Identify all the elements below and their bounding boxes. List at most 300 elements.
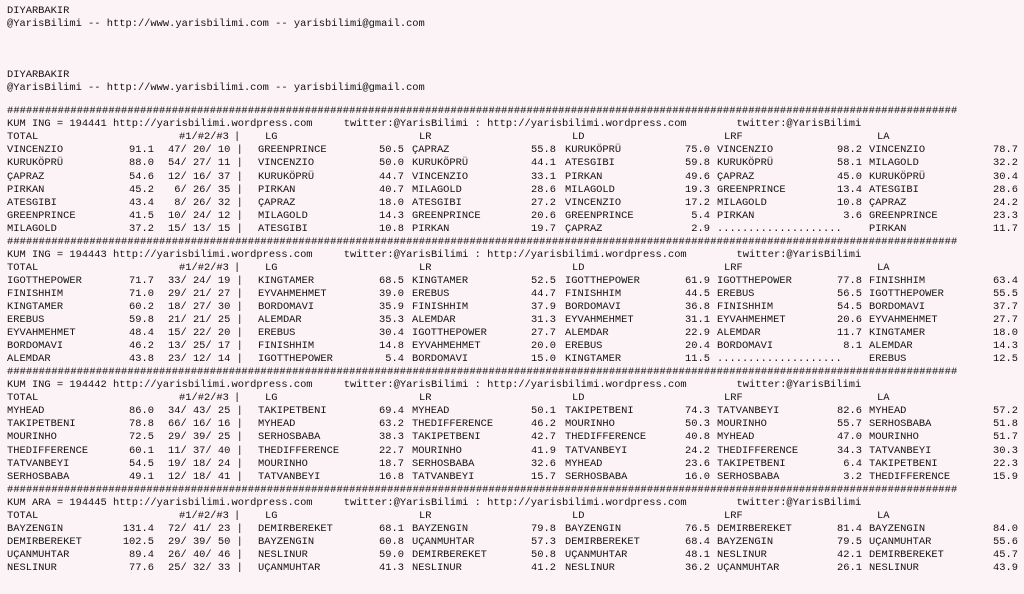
lr-score: 27.7 xyxy=(531,327,556,340)
col-header-ld: LD xyxy=(572,509,585,522)
la-horse-name: DEMIRBEREKET xyxy=(869,548,944,561)
lrf-horse-name: DEMIRBEREKET xyxy=(717,522,792,535)
la-score: 30.4 xyxy=(993,170,1018,183)
lg-horse-name: MOURINHO xyxy=(258,457,308,470)
la-score: 78.7 xyxy=(993,144,1018,157)
total-score: 59.8 xyxy=(129,314,154,327)
lrf-horse-name: .................... xyxy=(717,222,842,235)
lr-horse-name: EYVAHMEHMET xyxy=(412,340,481,353)
lr-score: 79.8 xyxy=(531,522,556,535)
table-row xyxy=(7,223,1019,236)
total-horse-name: NESLINUR xyxy=(7,561,57,574)
lr-horse-name: TAKIPETBENI xyxy=(412,431,481,444)
col-header-ld: LD xyxy=(572,392,585,405)
separator-line: ###################################################################################################################################################### xyxy=(7,366,958,379)
lg-horse-name: UÇANMUHTAR xyxy=(258,561,321,574)
ld-horse-name: GREENPRINCE xyxy=(565,209,634,222)
col-header-lr: LR xyxy=(419,509,432,522)
lrf-horse-name: ALEMDAR xyxy=(717,327,761,340)
table-row xyxy=(7,523,1019,536)
lg-score: 69.4 xyxy=(379,405,404,418)
ld-horse-name: EYVAHMEHMET xyxy=(565,314,634,327)
lrf-score: 56.5 xyxy=(837,287,862,300)
lg-score: 5.4 xyxy=(385,353,404,366)
separator-line: ###################################################################################################################################################### xyxy=(7,483,958,496)
lg-horse-name: EYVAHMEHMET xyxy=(258,287,327,300)
lr-score: 15.7 xyxy=(531,470,556,483)
rank-counts: 29/ 21/ 27 | xyxy=(168,287,243,300)
ld-score: 17.2 xyxy=(685,196,710,209)
race-title: KUM ING = 194441 http://yarisbilimi.wordpress.com twitter:@YarisBilimi : http://yarisbilimi.wordpress.com twitter:@YarisBilimi xyxy=(7,118,862,131)
lr-score: 28.6 xyxy=(531,183,556,196)
total-horse-name: ATESGIBI xyxy=(7,196,57,209)
lrf-horse-name: KURUKÖPRÜ xyxy=(717,157,774,170)
la-score: 84.0 xyxy=(993,522,1018,535)
lr-horse-name: MOURINHO xyxy=(412,444,462,457)
ld-score: 74.3 xyxy=(685,405,710,418)
lg-horse-name: BAYZENGIN xyxy=(258,535,315,548)
lrf-score: 6.4 xyxy=(843,457,862,470)
lrf-score: 79.5 xyxy=(837,535,862,548)
ld-score: 36.2 xyxy=(685,561,710,574)
total-horse-name: BAYZENGIN xyxy=(7,522,64,535)
col-header-lrf: LRF xyxy=(724,261,743,274)
col-header-la: LA xyxy=(877,392,890,405)
lr-score: 20.6 xyxy=(531,209,556,222)
total-score: 102.5 xyxy=(122,535,154,548)
lrf-score: 3.6 xyxy=(843,209,862,222)
ld-score: 44.5 xyxy=(685,287,710,300)
la-horse-name: BAYZENGIN xyxy=(869,522,926,535)
total-score: 88.0 xyxy=(129,157,154,170)
total-horse-name: TATVANBEYI xyxy=(7,457,70,470)
lr-horse-name: FINISHHIM xyxy=(412,300,469,313)
total-horse-name: DEMIRBEREKET xyxy=(7,535,82,548)
rank-counts: 33/ 24/ 19 | xyxy=(168,274,243,287)
ld-horse-name: IGOTTHEPOWER xyxy=(565,274,640,287)
total-horse-name: BORDOMAVI xyxy=(7,340,64,353)
la-horse-name: MYHEAD xyxy=(869,405,907,418)
rank-counts: 54/ 27/ 11 | xyxy=(168,157,243,170)
document xyxy=(7,5,1019,575)
col-header-total: TOTAL xyxy=(7,261,39,274)
lrf-horse-name: BORDOMAVI xyxy=(717,340,774,353)
lg-score: 14.8 xyxy=(379,340,404,353)
la-score: 12.5 xyxy=(993,353,1018,366)
lrf-score: 13.4 xyxy=(837,183,862,196)
total-horse-name: KURUKÖPRÜ xyxy=(7,157,64,170)
ld-score: 59.8 xyxy=(685,157,710,170)
lg-score: 35.3 xyxy=(379,314,404,327)
table-row xyxy=(7,536,1019,549)
lr-horse-name: KURUKÖPRÜ xyxy=(412,157,469,170)
total-horse-name: MOURINHO xyxy=(7,431,57,444)
lrf-score: 20.6 xyxy=(837,314,862,327)
la-horse-name: SERHOSBABA xyxy=(869,418,932,431)
ld-horse-name: BAYZENGIN xyxy=(565,522,622,535)
ld-score: 40.8 xyxy=(685,431,710,444)
lrf-horse-name: VINCENZIO xyxy=(717,144,774,157)
lr-horse-name: ÇAPRAZ xyxy=(412,144,450,157)
ld-horse-name: UÇANMUHTAR xyxy=(565,548,628,561)
la-score: 14.3 xyxy=(993,340,1018,353)
lr-horse-name: ALEMDAR xyxy=(412,314,456,327)
lrf-horse-name: IGOTTHEPOWER xyxy=(717,274,792,287)
race-title: KUM ARA = 194445 http://yarisbilimi.wordpress.com twitter:@YarisBilimi : http://yarisbilimi.wordpress.com twitter:@YarisBilimi xyxy=(7,496,862,509)
lg-horse-name: FINISHHIM xyxy=(258,340,315,353)
rank-counts: 19/ 18/ 24 | xyxy=(168,457,243,470)
lr-score: 55.8 xyxy=(531,144,556,157)
ld-score: 24.2 xyxy=(685,444,710,457)
rank-counts: 11/ 37/ 40 | xyxy=(168,444,243,457)
lrf-horse-name: EREBUS xyxy=(717,287,755,300)
spacer xyxy=(7,31,1019,57)
la-horse-name: PIRKAN xyxy=(869,222,907,235)
total-score: 86.0 xyxy=(129,405,154,418)
lg-horse-name: ALEMDAR xyxy=(258,314,302,327)
la-horse-name: GREENPRINCE xyxy=(869,209,938,222)
lrf-score: 77.8 xyxy=(837,274,862,287)
lg-score: 60.8 xyxy=(379,535,404,548)
ld-score: 49.6 xyxy=(685,170,710,183)
rank-counts: 29/ 39/ 50 | xyxy=(168,535,243,548)
ld-score: 50.3 xyxy=(685,418,710,431)
lg-score: 40.7 xyxy=(379,183,404,196)
total-score: 54.5 xyxy=(129,457,154,470)
lg-score: 22.7 xyxy=(379,444,404,457)
total-horse-name: ALEMDAR xyxy=(7,353,51,366)
total-score: 78.8 xyxy=(129,418,154,431)
lg-score: 30.4 xyxy=(379,327,404,340)
ld-score: 16.0 xyxy=(685,470,710,483)
lg-horse-name: SERHOSBABA xyxy=(258,431,321,444)
total-horse-name: MILAGOLD xyxy=(7,222,57,235)
ld-horse-name: PIRKAN xyxy=(565,170,603,183)
table-row xyxy=(7,562,1019,575)
la-score: 63.4 xyxy=(993,274,1018,287)
lrf-horse-name: MILAGOLD xyxy=(717,196,767,209)
table-row xyxy=(7,314,1019,327)
total-horse-name: PIRKAN xyxy=(7,183,45,196)
column-header-row xyxy=(7,262,1019,275)
lg-horse-name: KINGTAMER xyxy=(258,274,315,287)
la-score: 24.2 xyxy=(993,196,1018,209)
lr-score: 41.2 xyxy=(531,561,556,574)
lg-score: 16.8 xyxy=(379,470,404,483)
ld-score: 5.4 xyxy=(691,209,710,222)
lr-score: 57.3 xyxy=(531,535,556,548)
lr-horse-name: THEDIFFERENCE xyxy=(412,418,494,431)
lg-score: 59.0 xyxy=(379,548,404,561)
lrf-horse-name: GREENPRINCE xyxy=(717,183,786,196)
table-row xyxy=(7,197,1019,210)
lr-score: 15.0 xyxy=(531,353,556,366)
lrf-horse-name: BAYZENGIN xyxy=(717,535,774,548)
ld-horse-name: TATVANBEYI xyxy=(565,444,628,457)
la-score: 51.8 xyxy=(993,418,1018,431)
lr-horse-name: NESLINUR xyxy=(412,561,462,574)
total-score: 72.5 xyxy=(129,431,154,444)
lg-horse-name: TAKIPETBENI xyxy=(258,405,327,418)
total-score: 41.5 xyxy=(129,209,154,222)
table-row xyxy=(7,288,1019,301)
la-horse-name: TAKIPETBENI xyxy=(869,457,938,470)
lr-score: 44.7 xyxy=(531,287,556,300)
total-horse-name: FINISHHIM xyxy=(7,287,64,300)
column-divider: | xyxy=(234,392,241,405)
ld-score: 75.0 xyxy=(685,144,710,157)
lg-score: 68.1 xyxy=(379,522,404,535)
lg-horse-name: GREENPRINCE xyxy=(258,144,327,157)
lg-horse-name: VINCENZIO xyxy=(258,157,315,170)
table-row xyxy=(7,340,1019,353)
lrf-horse-name: NESLINUR xyxy=(717,548,767,561)
lr-score: 50.1 xyxy=(531,405,556,418)
col-header-lr: LR xyxy=(419,131,432,144)
ld-horse-name: NESLINUR xyxy=(565,561,615,574)
lr-score: 46.2 xyxy=(531,418,556,431)
total-horse-name: KINGTAMER xyxy=(7,300,64,313)
total-horse-name: MYHEAD xyxy=(7,405,45,418)
la-horse-name: ALEMDAR xyxy=(869,340,913,353)
col-header-la: LA xyxy=(877,509,890,522)
ld-score: 2.9 xyxy=(691,222,710,235)
rank-counts: 72/ 41/ 23 | xyxy=(168,522,243,535)
lg-horse-name: ÇAPRAZ xyxy=(258,196,296,209)
rank-counts: 8/ 26/ 32 | xyxy=(168,196,243,209)
la-score: 15.9 xyxy=(993,470,1018,483)
lg-horse-name: TATVANBEYI xyxy=(258,470,321,483)
la-score: 55.5 xyxy=(993,287,1018,300)
total-horse-name: VINCENZIO xyxy=(7,144,64,157)
la-horse-name: IGOTTHEPOWER xyxy=(869,287,944,300)
la-horse-name: THEDIFFERENCE xyxy=(869,470,951,483)
lrf-score: 47.0 xyxy=(837,431,862,444)
ld-horse-name: TAKIPETBENI xyxy=(565,405,634,418)
col-header-total: TOTAL xyxy=(7,509,39,522)
lr-score: 33.1 xyxy=(531,170,556,183)
lr-horse-name: SERHOSBABA xyxy=(412,457,475,470)
ld-horse-name: ALEMDAR xyxy=(565,327,609,340)
lrf-score: 98.2 xyxy=(837,144,862,157)
lg-horse-name: IGOTTHEPOWER xyxy=(258,353,333,366)
ld-score: 61.9 xyxy=(685,274,710,287)
col-header-ld: LD xyxy=(572,131,585,144)
col-header-lr: LR xyxy=(419,261,432,274)
lrf-horse-name: SERHOSBABA xyxy=(717,470,780,483)
lrf-score: 55.7 xyxy=(837,418,862,431)
col-header-la: LA xyxy=(877,261,890,274)
total-score: 48.4 xyxy=(129,327,154,340)
lrf-score: 81.4 xyxy=(837,522,862,535)
la-horse-name: NESLINUR xyxy=(869,561,919,574)
ld-score: 48.1 xyxy=(685,548,710,561)
lr-horse-name: GREENPRINCE xyxy=(412,209,481,222)
column-header-row xyxy=(7,131,1019,144)
ld-horse-name: MILAGOLD xyxy=(565,183,615,196)
rank-counts: 15/ 22/ 20 | xyxy=(168,327,243,340)
lr-score: 41.9 xyxy=(531,444,556,457)
lr-score: 52.5 xyxy=(531,274,556,287)
col-header-lg: LG xyxy=(265,261,278,274)
column-header-row xyxy=(7,392,1019,405)
lr-horse-name: BORDOMAVI xyxy=(412,353,469,366)
table-row xyxy=(7,471,1019,484)
la-score: 37.7 xyxy=(993,300,1018,313)
lrf-horse-name: .................... xyxy=(717,353,842,366)
lr-score: 44.1 xyxy=(531,157,556,170)
col-header-ranks: #1/#2/#3 xyxy=(179,261,229,274)
total-score: 131.4 xyxy=(122,522,154,535)
ld-horse-name: KURUKÖPRÜ xyxy=(565,144,622,157)
race-title: KUM ING = 194442 http://yarisbilimi.wordpress.com twitter:@YarisBilimi : http://yarisbilimi.wordpress.com twitter:@YarisBilimi xyxy=(7,379,862,392)
ld-horse-name: MYHEAD xyxy=(565,457,603,470)
lrf-score: 42.1 xyxy=(837,548,862,561)
spacer xyxy=(7,57,1019,69)
la-score: 51.7 xyxy=(993,431,1018,444)
table-row xyxy=(7,144,1019,157)
ld-horse-name: VINCENZIO xyxy=(565,196,622,209)
la-score: 18.0 xyxy=(993,327,1018,340)
total-score: 71.0 xyxy=(129,287,154,300)
lg-horse-name: THEDIFFERENCE xyxy=(258,444,340,457)
rank-counts: 66/ 16/ 16 | xyxy=(168,418,243,431)
lrf-score: 11.7 xyxy=(837,327,862,340)
col-header-lr: LR xyxy=(419,392,432,405)
lrf-horse-name: ÇAPRAZ xyxy=(717,170,755,183)
spacer xyxy=(7,95,1019,105)
lrf-score: 34.3 xyxy=(837,444,862,457)
total-horse-name: IGOTTHEPOWER xyxy=(7,274,82,287)
col-header-total: TOTAL xyxy=(7,392,39,405)
la-score: 43.9 xyxy=(993,561,1018,574)
column-divider: | xyxy=(234,509,241,522)
table-row xyxy=(7,431,1019,444)
column-divider: | xyxy=(234,131,241,144)
lrf-score: 10.8 xyxy=(837,196,862,209)
lrf-horse-name: TATVANBEYI xyxy=(717,405,780,418)
la-horse-name: EREBUS xyxy=(869,353,907,366)
lg-horse-name: MILAGOLD xyxy=(258,209,308,222)
lr-score: 32.6 xyxy=(531,457,556,470)
lg-horse-name: PIRKAN xyxy=(258,183,296,196)
ld-horse-name: DEMIRBEREKET xyxy=(565,535,640,548)
lr-score: 42.7 xyxy=(531,431,556,444)
la-score: 28.6 xyxy=(993,183,1018,196)
lg-score: 14.3 xyxy=(379,209,404,222)
lg-score: 18.7 xyxy=(379,457,404,470)
la-horse-name: MOURINHO xyxy=(869,431,919,444)
lg-score: 50.5 xyxy=(379,144,404,157)
ld-horse-name: KINGTAMER xyxy=(565,353,622,366)
col-header-ranks: #1/#2/#3 xyxy=(179,131,229,144)
rank-counts: 21/ 21/ 25 | xyxy=(168,314,243,327)
ld-score: 36.8 xyxy=(685,300,710,313)
lg-score: 50.0 xyxy=(379,157,404,170)
lr-score: 19.7 xyxy=(531,222,556,235)
ld-score: 76.5 xyxy=(685,522,710,535)
col-header-total: TOTAL xyxy=(7,131,39,144)
lr-horse-name: UÇANMUHTAR xyxy=(412,535,475,548)
lrf-score: 26.1 xyxy=(837,561,862,574)
lr-horse-name: MYHEAD xyxy=(412,405,450,418)
ld-score: 19.3 xyxy=(685,183,710,196)
lg-horse-name: MYHEAD xyxy=(258,418,296,431)
col-header-ranks: #1/#2/#3 xyxy=(179,392,229,405)
col-header-lrf: LRF xyxy=(724,131,743,144)
lg-score: 68.5 xyxy=(379,274,404,287)
la-score: 11.7 xyxy=(993,222,1018,235)
la-score: 32.2 xyxy=(993,157,1018,170)
la-horse-name: EYVAHMEHMET xyxy=(869,314,938,327)
la-horse-name: VINCENZIO xyxy=(869,144,926,157)
table-row xyxy=(7,275,1019,288)
lrf-horse-name: FINISHHIM xyxy=(717,300,774,313)
ld-horse-name: FINISHHIM xyxy=(565,287,622,300)
rank-counts: 15/ 13/ 15 | xyxy=(168,222,243,235)
rank-counts: 29/ 39/ 25 | xyxy=(168,431,243,444)
lg-score: 35.9 xyxy=(379,300,404,313)
total-score: 77.6 xyxy=(129,561,154,574)
lrf-score: 3.2 xyxy=(843,470,862,483)
la-horse-name: ATESGIBI xyxy=(869,183,919,196)
la-horse-name: KURUKÖPRÜ xyxy=(869,170,926,183)
ld-score: 31.1 xyxy=(685,314,710,327)
table-row xyxy=(7,549,1019,562)
lg-score: 63.2 xyxy=(379,418,404,431)
rank-counts: 47/ 20/ 10 | xyxy=(168,144,243,157)
table-row xyxy=(7,445,1019,458)
lrf-score: 45.0 xyxy=(837,170,862,183)
table-row xyxy=(7,353,1019,366)
total-horse-name: THEDIFFERENCE xyxy=(7,444,89,457)
contact-line-repeat: @YarisBilimi -- http://www.yarisbilimi.com -- yarisbilimi@gmail.com xyxy=(7,82,425,95)
total-score: 60.2 xyxy=(129,300,154,313)
la-horse-name: UÇANMUHTAR xyxy=(869,535,932,548)
table-row xyxy=(7,418,1019,431)
lrf-horse-name: EYVAHMEHMET xyxy=(717,314,786,327)
col-header-ld: LD xyxy=(572,261,585,274)
la-score: 55.6 xyxy=(993,535,1018,548)
total-score: 37.2 xyxy=(129,222,154,235)
contact-line: @YarisBilimi -- http://www.yarisbilimi.com -- yarisbilimi@gmail.com xyxy=(7,18,425,31)
total-score: 60.1 xyxy=(129,444,154,457)
lg-horse-name: EREBUS xyxy=(258,327,296,340)
lg-horse-name: ATESGIBI xyxy=(258,222,308,235)
lg-score: 10.8 xyxy=(379,222,404,235)
lrf-horse-name: THEDIFFERENCE xyxy=(717,444,799,457)
lr-horse-name: BAYZENGIN xyxy=(412,522,469,535)
column-header-row xyxy=(7,510,1019,523)
total-horse-name: UÇANMUHTAR xyxy=(7,548,70,561)
table-row xyxy=(7,171,1019,184)
table-row xyxy=(7,157,1019,170)
separator-line: ###################################################################################################################################################### xyxy=(7,105,958,118)
rank-counts: 18/ 27/ 30 | xyxy=(168,300,243,313)
ld-score: 23.6 xyxy=(685,457,710,470)
ld-score: 68.4 xyxy=(685,535,710,548)
lrf-score: 58.1 xyxy=(837,157,862,170)
total-score: 89.4 xyxy=(129,548,154,561)
total-horse-name: EYVAHMEHMET xyxy=(7,327,76,340)
col-header-ranks: #1/#2/#3 xyxy=(179,509,229,522)
lrf-score: 8.1 xyxy=(843,340,862,353)
total-score: 43.4 xyxy=(129,196,154,209)
total-score: 91.1 xyxy=(129,144,154,157)
lr-score: 37.9 xyxy=(531,300,556,313)
total-score: 49.1 xyxy=(129,470,154,483)
la-score: 23.3 xyxy=(993,209,1018,222)
